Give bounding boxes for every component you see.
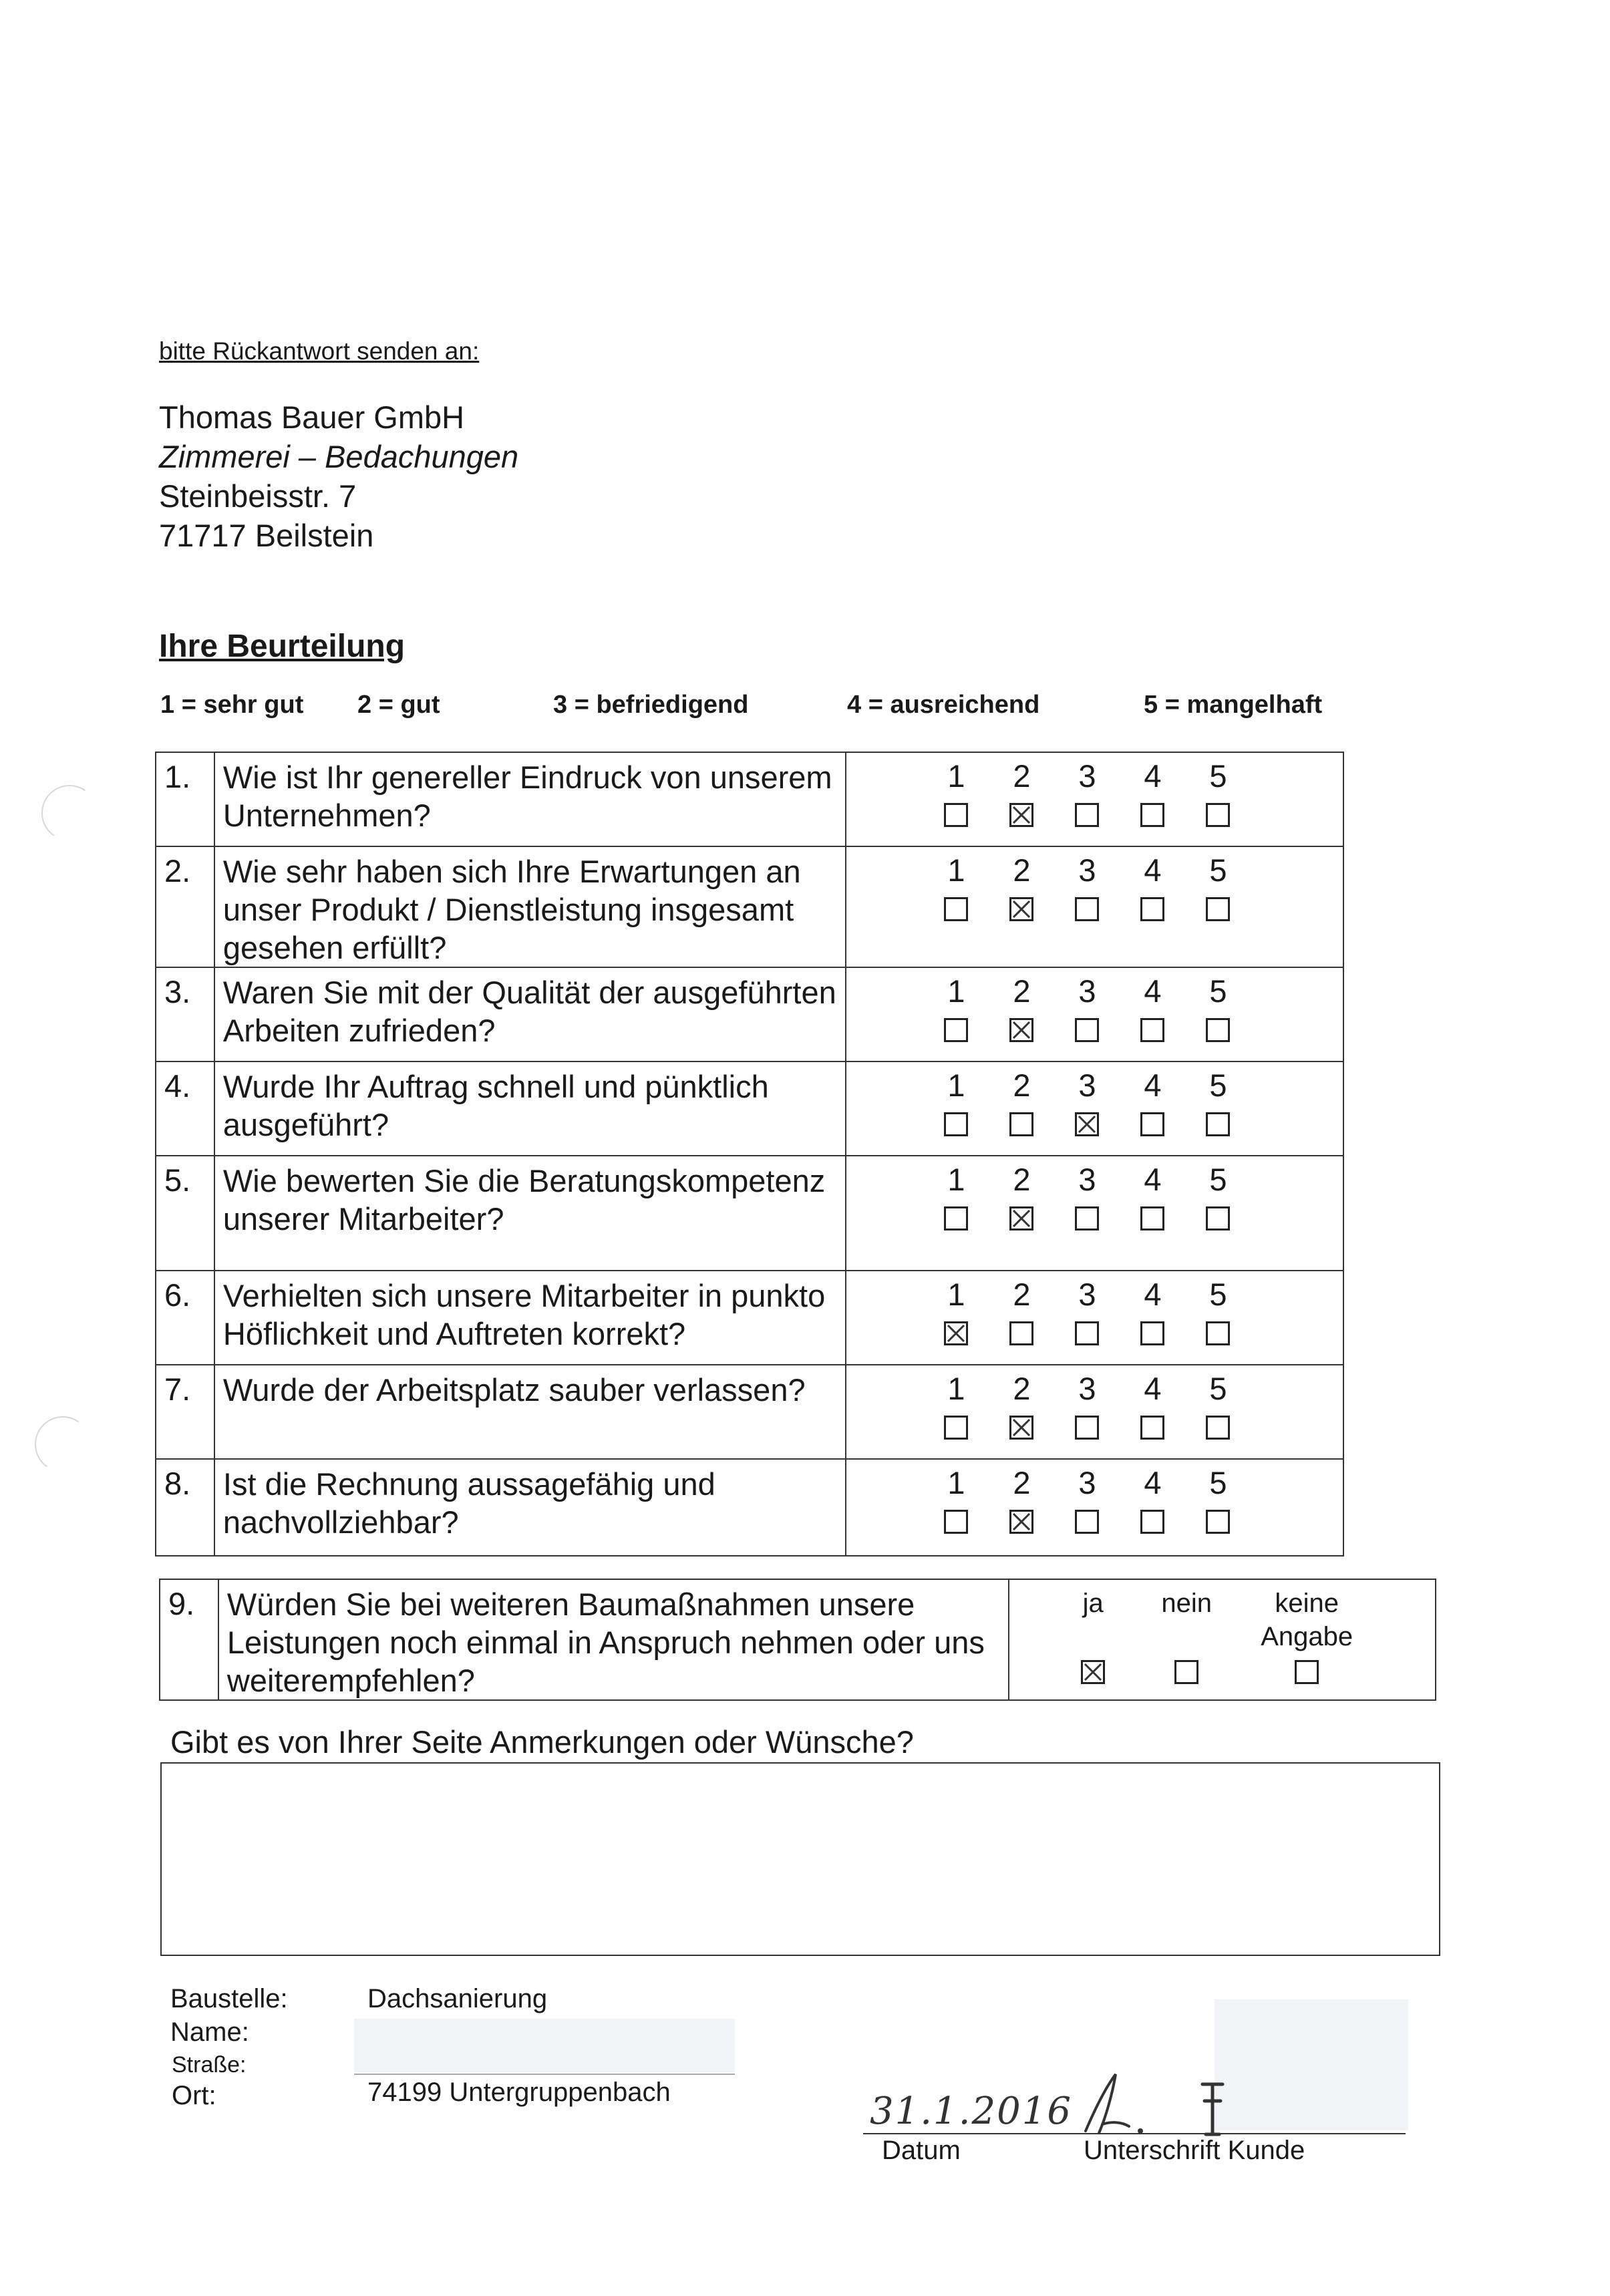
rating-label: 5 (1209, 1277, 1227, 1312)
rating-checkbox-1[interactable] (944, 1416, 968, 1440)
option-label: ja (1082, 1589, 1104, 1618)
rating-checkbox-4[interactable] (1140, 1206, 1164, 1231)
rating-checkbox-5[interactable] (1206, 1321, 1230, 1345)
question-number: 6. (156, 1271, 214, 1365)
name-field-redacted (354, 2019, 735, 2072)
rating-label: 2 (1013, 852, 1031, 888)
rating-checkbox-2[interactable] (1009, 1112, 1033, 1136)
rating-checkbox-3-checked[interactable] (1075, 1112, 1099, 1136)
company-city: 71717 Beilstein (159, 518, 374, 553)
rating-label: 3 (1078, 1465, 1096, 1500)
rating-label: 2 (1013, 1465, 1031, 1500)
rating-label: 1 (947, 973, 965, 1009)
rating-checkbox-5[interactable] (1206, 897, 1230, 921)
rating-label: 2 (1013, 1162, 1031, 1197)
signature-line (863, 2133, 1406, 2134)
question-text: Wurde der Arbeitsplatz sauber verlassen? (214, 1365, 846, 1459)
legend-5: 5 = mangelhaft (1144, 691, 1323, 719)
rating-label: 5 (1209, 852, 1227, 888)
rating-label: 1 (947, 852, 965, 888)
question-text: Wie sehr haben sich Ihre Erwartungen an unser Produkt / Dienstleistung insgesamt gesehen erfüllt? (214, 846, 846, 967)
question-row (156, 1459, 1343, 1556)
rating-label: 1 (947, 1162, 965, 1197)
rating-label: 1 (947, 1371, 965, 1406)
date-handwritten: 31.1.2016 (870, 2090, 1073, 2133)
unterschrift-label: Unterschrift Kunde (1084, 2136, 1305, 2165)
strasse-label: Straße: (172, 2052, 247, 2078)
option-checkbox[interactable] (1295, 1660, 1319, 1684)
question-text: Verhielten sich unsere Mitarbeiter in punkto Höflichkeit und Auftreten korrekt? (214, 1271, 846, 1365)
option-checkbox-checked[interactable] (1081, 1660, 1105, 1684)
rating-label: 4 (1144, 973, 1162, 1009)
datum-label: Datum (882, 2136, 961, 2165)
question-row (156, 1156, 1343, 1271)
rating-label: 5 (1209, 1162, 1227, 1197)
rating-checkbox-2-checked[interactable] (1009, 1416, 1033, 1440)
option-checkbox[interactable] (1174, 1660, 1198, 1684)
rating-label: 3 (1078, 758, 1096, 794)
rating-checkbox-3[interactable] (1075, 1321, 1099, 1345)
rating-checkbox-3[interactable] (1075, 1206, 1099, 1231)
rating-checkbox-5[interactable] (1206, 1112, 1230, 1136)
rating-label: 2 (1013, 758, 1031, 794)
remarks-field[interactable] (160, 1762, 1440, 1956)
legend-3: 3 = befriedigend (553, 691, 749, 719)
question-row (156, 1271, 1343, 1365)
rating-checkbox-1[interactable] (944, 1018, 968, 1042)
rating-label: 4 (1144, 852, 1162, 888)
question-number: 8. (156, 1459, 214, 1556)
name-label: Name: (170, 2017, 249, 2047)
rating-label: 1 (947, 1068, 965, 1103)
rating-label: 3 (1078, 1277, 1096, 1312)
rating-checkbox-5[interactable] (1206, 1018, 1230, 1042)
rating-label: 2 (1013, 973, 1031, 1009)
rating-checkbox-1[interactable] (944, 897, 968, 921)
punch-hole-top (37, 780, 102, 845)
rating-label: 4 (1144, 1465, 1162, 1500)
rating-label: 5 (1209, 1371, 1227, 1406)
rating-label: 5 (1209, 1465, 1227, 1500)
rating-label: 4 (1144, 1068, 1162, 1103)
ort-label: Ort: (172, 2081, 216, 2110)
rating-options (846, 846, 1343, 967)
legend-1: 1 = sehr gut (160, 691, 304, 719)
rating-checkbox-3[interactable] (1075, 1416, 1099, 1440)
rating-label: 1 (947, 1465, 965, 1500)
legend-4: 4 = ausreichend (847, 691, 1040, 719)
question-number: 2. (156, 846, 214, 967)
rating-label: 5 (1209, 1068, 1227, 1103)
rating-checkbox-4[interactable] (1140, 1321, 1164, 1345)
rating-label: 5 (1209, 758, 1227, 794)
rating-checkbox-1-checked[interactable] (944, 1321, 968, 1345)
punch-hole-bottom (30, 1412, 95, 1476)
question-text: Wie bewerten Sie die Beratungskompetenz unserer Mitarbeiter? (214, 1156, 846, 1271)
company-street: Steinbeisstr. 7 (159, 478, 357, 514)
ort-value: 74199 Untergruppenbach (367, 2078, 671, 2107)
question-row (156, 752, 1343, 846)
rating-label: 4 (1144, 1371, 1162, 1406)
question-text: Wie ist Ihr genereller Eindruck von unserem Unternehmen? (214, 752, 846, 846)
rating-checkbox-3[interactable] (1075, 803, 1099, 827)
rating-label: 3 (1078, 1162, 1096, 1197)
company-division: Zimmerei – Bedachungen (159, 439, 519, 474)
rating-label: 2 (1013, 1277, 1031, 1312)
recommend-table (159, 1579, 1436, 1701)
rating-checkbox-2[interactable] (1009, 1321, 1033, 1345)
question-row (156, 1061, 1343, 1156)
rating-label: 2 (1013, 1371, 1031, 1406)
rating-label: 4 (1144, 1277, 1162, 1312)
rating-checkbox-2-checked[interactable] (1009, 1206, 1033, 1231)
question-number: 4. (156, 1061, 214, 1156)
question-number: 3. (156, 967, 214, 1061)
rating-label: 1 (947, 758, 965, 794)
rating-table (155, 752, 1344, 1556)
rating-checkbox-2-checked[interactable] (1009, 803, 1033, 827)
question-text: Ist die Rechnung aussagefähig und nachvollziehbar? (214, 1459, 846, 1556)
rating-checkbox-5[interactable] (1206, 1206, 1230, 1231)
rating-checkbox-4[interactable] (1140, 803, 1164, 827)
rating-options (846, 967, 1343, 1061)
baustelle-label: Baustelle: (170, 1984, 288, 2013)
name-underline (354, 2074, 735, 2075)
rating-checkbox-1[interactable] (944, 1510, 968, 1534)
question-row (156, 1365, 1343, 1459)
rating-label: 1 (947, 1277, 965, 1312)
question-text: Waren Sie mit der Qualität der ausgeführten Arbeiten zufrieden? (214, 967, 846, 1061)
rating-checkbox-1[interactable] (944, 803, 968, 827)
question-text: Würden Sie bei weiteren Baumaßnahmen unsere Leistungen noch einmal in Anspruch nehmen oder uns weiterempfehlen? (218, 1579, 1009, 1700)
rating-checkbox-4[interactable] (1140, 1510, 1164, 1534)
question-row (156, 846, 1343, 967)
question-number: 7. (156, 1365, 214, 1459)
rating-checkbox-4[interactable] (1140, 897, 1164, 921)
rating-options (846, 1156, 1343, 1271)
reply-label: bitte Rückantwort senden an: (159, 337, 480, 365)
rating-checkbox-3[interactable] (1075, 897, 1099, 921)
question-number: 1. (156, 752, 214, 846)
rating-options (846, 1271, 1343, 1365)
rating-checkbox-4[interactable] (1140, 1018, 1164, 1042)
option-label: nein (1161, 1589, 1212, 1618)
rating-options (846, 1061, 1343, 1156)
rating-checkbox-2-checked[interactable] (1009, 1018, 1033, 1042)
rating-label: 3 (1078, 973, 1096, 1009)
rating-checkbox-2-checked[interactable] (1009, 897, 1033, 921)
rating-checkbox-3[interactable] (1075, 1018, 1099, 1042)
rating-options (846, 1459, 1343, 1556)
rating-checkbox-4[interactable] (1140, 1112, 1164, 1136)
recommend-options (1009, 1579, 1436, 1700)
section-title: Ihre Beurteilung (159, 629, 406, 664)
rating-checkbox-5[interactable] (1206, 1416, 1230, 1440)
rating-checkbox-4[interactable] (1140, 1416, 1164, 1440)
rating-label: 2 (1013, 1068, 1031, 1103)
rating-checkbox-2-checked[interactable] (1009, 1510, 1033, 1534)
question-number: 5. (156, 1156, 214, 1271)
rating-checkbox-5[interactable] (1206, 803, 1230, 827)
rating-label: 3 (1078, 1371, 1096, 1406)
question-row (156, 967, 1343, 1061)
rating-label: 4 (1144, 1162, 1162, 1197)
option-label: keine Angabe (1261, 1589, 1353, 1651)
signature-icon (1066, 2061, 1239, 2144)
baustelle-value: Dachsanierung (367, 1984, 548, 2013)
reply-address (159, 397, 518, 555)
question-number: 9. (160, 1579, 218, 1700)
rating-label: 3 (1078, 1068, 1096, 1103)
rating-checkbox-3[interactable] (1075, 1510, 1099, 1534)
rating-label: 4 (1144, 758, 1162, 794)
signature-area-redacted (1215, 1999, 1408, 2130)
company-name: Thomas Bauer GmbH (159, 399, 465, 435)
rating-checkbox-5[interactable] (1206, 1510, 1230, 1534)
rating-checkbox-1[interactable] (944, 1112, 968, 1136)
remarks-label: Gibt es von Ihrer Seite Anmerkungen oder Wünsche? (170, 1724, 914, 1760)
rating-options (846, 752, 1343, 846)
rating-options (846, 1365, 1343, 1459)
rating-label: 5 (1209, 973, 1227, 1009)
question-text: Wurde Ihr Auftrag schnell und pünktlich ausgeführt? (214, 1061, 846, 1156)
legend-2: 2 = gut (357, 691, 440, 719)
rating-label: 3 (1078, 852, 1096, 888)
rating-checkbox-1[interactable] (944, 1206, 968, 1231)
